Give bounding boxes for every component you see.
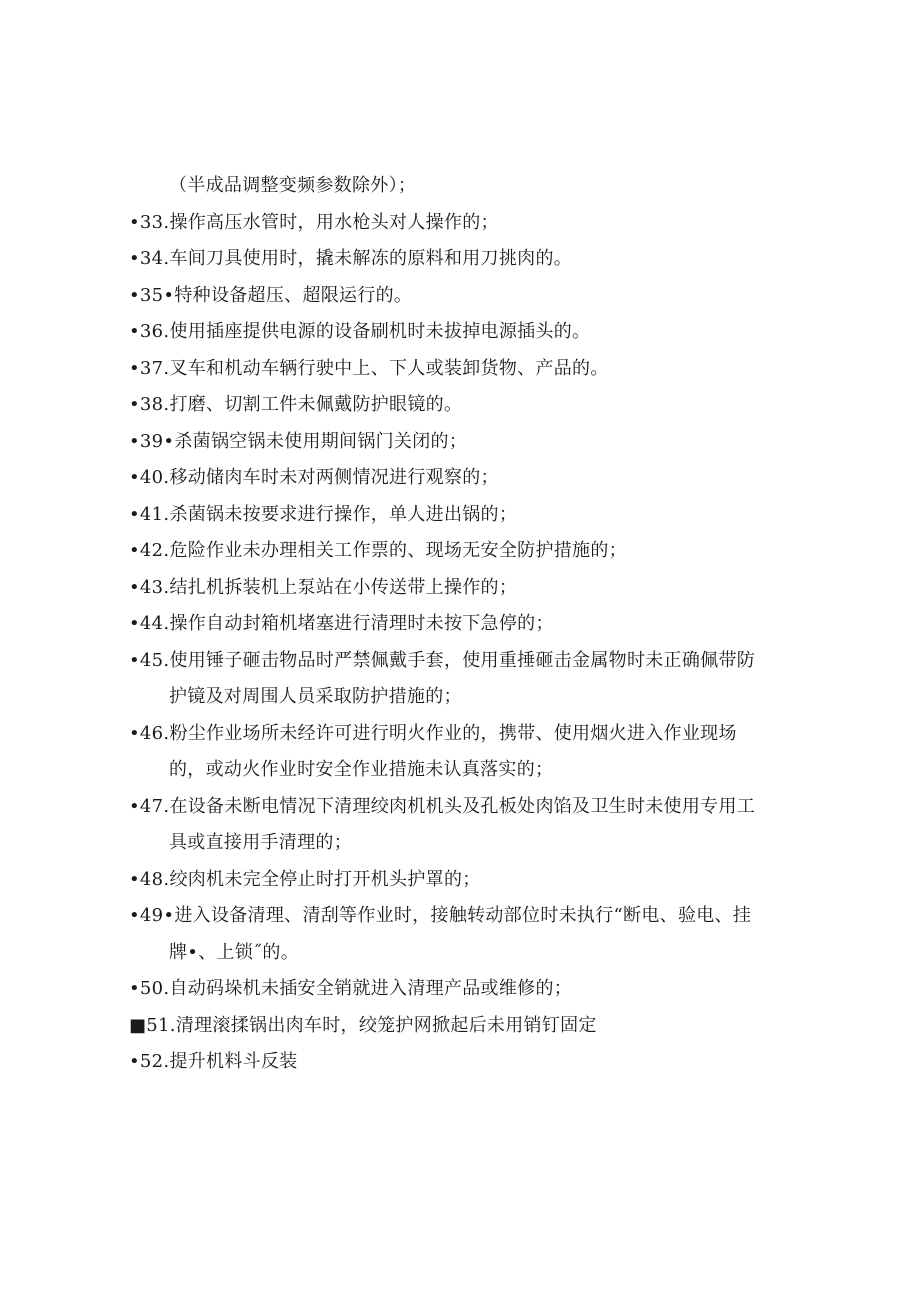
list-item: •40.移动储肉车时未对两侧情况进行观察的； (129, 467, 499, 488)
regulation-list (129, 168, 819, 1081)
list-item: •49•进入设备清理、清刮等作业时，接触转动部位时未执行“断电、验电、挂 (129, 905, 752, 926)
list-item: •42.危险作业未办理相关工作票的、现场无安全防护措施的； (129, 540, 627, 561)
list-item: •44.操作自动封箱机堵塞进行清理时未按下急停的； (129, 613, 554, 634)
list-item: •50.自动码垛机未插安全销就进入清理产品或维修的； (129, 978, 573, 999)
list-item: •47.在设备未断电情况下清理绞肉机机头及孔板处肉馅及卫生时未使用专用工 (129, 795, 756, 817)
list-item-continuation: 的，或动火作业时安全作业措施未认真落实的； (169, 759, 554, 780)
list-item: •46.粉尘作业场所未经许可进行明火作业的，携带、使用烟火进入作业现场 (129, 722, 737, 744)
list-item: ■51.清理滚揉锅出肉车时，绞笼护网掀起后未用销钉固定 (129, 1014, 597, 1036)
list-item: •43.结扎机拆装机上泵站在小传送带上操作的； (129, 576, 518, 598)
list-item-continuation: 护镜及对周围人员采取防护措施的； (169, 686, 462, 707)
list-item-continuation: 具或直接用手清理的； (169, 832, 352, 853)
list-item-continuation: 牌•、上锁˝的。 (169, 941, 300, 963)
list-item: •36.使用插座提供电源的设备刷机时未拔掉电源插头的。 (129, 321, 591, 342)
list-item: •39•杀菌锅空锅未使用期间锅门关闭的； (129, 430, 468, 452)
list-item: •52.提升机料斗反装 (129, 1051, 298, 1072)
list-line: （半成品调整变频参数除外）； (169, 175, 417, 196)
list-item: •35•特种设备超压、超限运行的。 (129, 284, 413, 306)
list-item: •48.绞肉机未完全停止时打开机头护罩的； (129, 868, 481, 890)
list-item: •34.车间刀具使用时，撬未解冻的原料和用刀挑肉的。 (129, 248, 573, 269)
list-item: •45.使用锤子砸击物品时严禁佩戴手套，使用重捶砸击金属物时未正确佩带防 (129, 649, 756, 671)
list-item: •38.打磨、切割工件未佩戴防护眼镜的。 (129, 394, 463, 415)
list-item: •37.叉车和机动车辆行驶中上、下人或装卸货物、产品的。 (129, 357, 609, 379)
list-item: •33.操作高压水管时，用水枪头对人操作的； (129, 211, 499, 233)
list-item: •41.杀菌锅未按要求进行操作，单人进出锅的； (129, 503, 518, 525)
